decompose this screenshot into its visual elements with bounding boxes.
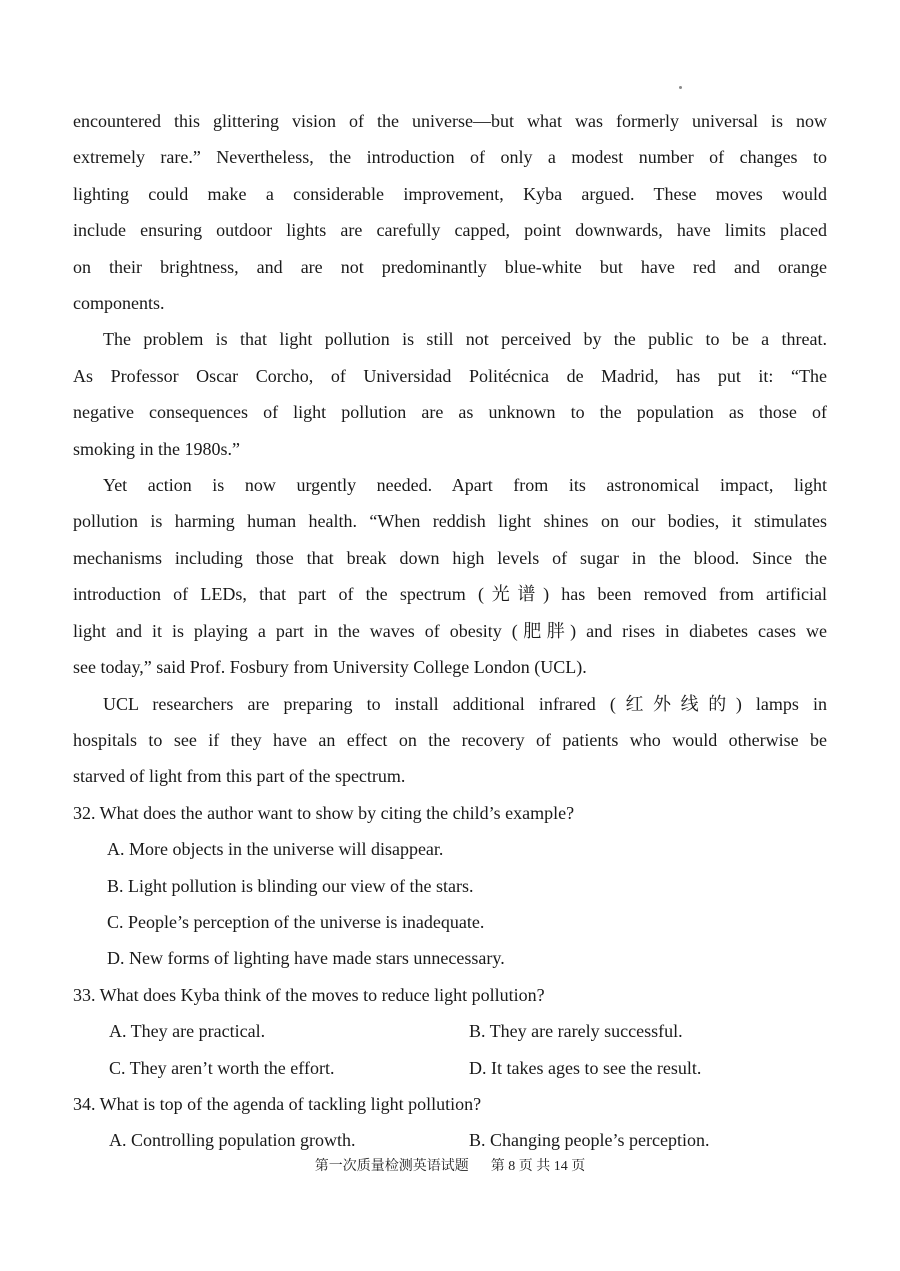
- footer-document-title: 第一次质量检测英语试题: [314, 1159, 469, 1174]
- question-34: [73, 1086, 827, 1159]
- question-34-option-a: A. Controlling population growth.: [109, 1130, 356, 1151]
- paragraph-line: UCL researchers are preparing to install additional infrared (红外线的) lamps in: [103, 693, 827, 714]
- paragraph-line: components.: [73, 293, 165, 314]
- footer-page-number: 第 8 页 共 14 页: [490, 1159, 586, 1174]
- question-32-option-b: B. Light pollution is blinding our view of the stars.: [107, 875, 474, 896]
- paragraph-line: hospitals to see if they have an effect on the recovery of patients who would otherwise be: [73, 729, 827, 750]
- paragraph-line: smoking in the 1980s.”: [73, 438, 240, 459]
- question-33-prompt: 33. What does Kyba think of the moves to reduce light pollution?: [73, 984, 545, 1005]
- question-33-option-c: C. They aren’t worth the effort.: [109, 1057, 335, 1078]
- paragraph-line: include ensuring outdoor lights are carefully capped, point downwards, have limits placed: [73, 220, 827, 241]
- question-34-option-b: B. Changing people’s perception.: [469, 1130, 710, 1151]
- paragraph-line: As Professor Oscar Corcho, of Universidad Politécnica de Madrid, has put it: “The: [73, 365, 827, 386]
- question-33-option-d: D. It takes ages to see the result.: [469, 1057, 702, 1078]
- passage-paragraph-1: [73, 103, 827, 321]
- paragraph-line: on their brightness, and are not predominantly blue-white but have red and orange: [73, 256, 827, 277]
- passage-paragraph-3: [73, 467, 827, 685]
- paragraph-line: Yet action is now urgently needed. Apart from its astronomical impact, light: [103, 475, 827, 496]
- question-32: [73, 795, 827, 977]
- paragraph-line: pollution is harming human health. “When reddish light shines on our bodies, it stimulates: [73, 511, 827, 532]
- page-footer: [0, 1153, 900, 1181]
- paragraph-line: lighting could make a considerable improvement, Kyba argued. These moves would: [73, 183, 827, 204]
- passage-paragraph-4: [73, 686, 827, 795]
- question-32-prompt: 32. What does the author want to show by citing the child’s example?: [73, 802, 575, 823]
- question-32-option-a: A. More objects in the universe will disappear.: [107, 839, 444, 860]
- paragraph-line: light and it is playing a part in the waves of obesity (肥胖) and rises in diabetes cases we: [73, 620, 827, 641]
- paragraph-line: see today,” said Prof. Fosbury from University College London (UCL).: [73, 657, 587, 678]
- question-33-option-a: A. They are practical.: [109, 1021, 266, 1042]
- stray-dot-mark: [679, 86, 682, 89]
- question-33-options-row-1: [73, 1013, 827, 1049]
- question-33: [73, 977, 827, 1086]
- paragraph-line: mechanisms including those that break down high levels of sugar in the blood. Since the: [73, 547, 827, 568]
- paragraph-line: negative consequences of light pollution are as unknown to the population as those of: [73, 402, 827, 423]
- passage-paragraph-2: [73, 321, 827, 467]
- reading-passage-and-questions: [73, 103, 827, 1159]
- paragraph-line: starved of light from this part of the spectrum.: [73, 766, 406, 787]
- question-34-prompt: 34. What is top of the agenda of tackling light pollution?: [73, 1093, 482, 1114]
- question-33-option-b: B. They are rarely successful.: [469, 1021, 683, 1042]
- question-32-option-d: D. New forms of lighting have made stars unnecessary.: [107, 948, 505, 969]
- paragraph-line: introduction of LEDs, that part of the spectrum (光谱) has been removed from artificial: [73, 584, 827, 605]
- paragraph-line: extremely rare.” Nevertheless, the introduction of only a modest number of changes to: [73, 147, 827, 168]
- question-33-options-row-2: [73, 1050, 827, 1086]
- question-32-option-c: C. People’s perception of the universe is inadequate.: [107, 911, 485, 932]
- paragraph-line: The problem is that light pollution is still not perceived by the public to be a threat.: [103, 329, 827, 350]
- paragraph-line: encountered this glittering vision of the universe—but what was formerly universal is now: [73, 111, 827, 131]
